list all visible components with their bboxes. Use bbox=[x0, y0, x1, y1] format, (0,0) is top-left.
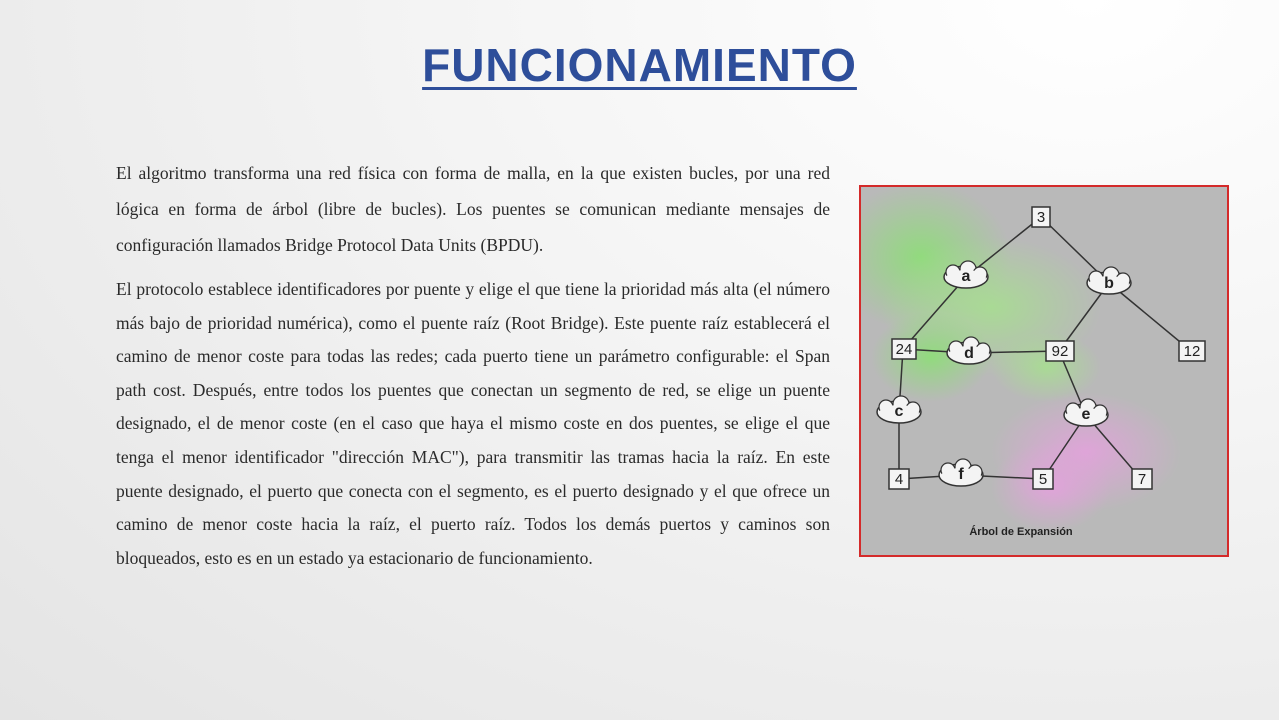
svg-text:d: d bbox=[964, 345, 974, 362]
bridge-12 bbox=[1179, 341, 1205, 361]
paragraph-1: El algoritmo transforma una red física con forma de malla, en la que existen bucles, por una red lógica en forma de árbol (libre de bucles). Los puentes se comunican mediante mensajes de configuración llamados Bridge Protocol Data Units (BPDU). bbox=[116, 163, 830, 255]
svg-text:f: f bbox=[958, 466, 964, 483]
svg-text:12: 12 bbox=[1183, 343, 1201, 360]
svg-text:e: e bbox=[1081, 406, 1091, 423]
body-text bbox=[116, 155, 830, 575]
diagram-svg bbox=[861, 187, 1227, 555]
bridge-92 bbox=[1046, 341, 1074, 361]
bridge-4 bbox=[889, 469, 909, 489]
svg-text:4: 4 bbox=[894, 471, 904, 488]
slide-title-text: FUNCIONAMIENTO bbox=[422, 39, 857, 91]
svg-text:a: a bbox=[961, 268, 971, 285]
spanning-tree-diagram bbox=[859, 185, 1229, 557]
svg-text:3: 3 bbox=[1036, 209, 1046, 226]
segment-b bbox=[1087, 267, 1131, 294]
paragraph-2: El protocolo establece identificadores por puente y elige el que tiene la prioridad más alta (el número más bajo de prioridad numérica), como el puente raíz (Root Bridge). Este puente raíz establecerá el camino de menor coste para todas las redes; cada puerto tiene un parámetro configurable: el Span path cost. Después, entre todos los puentes que conectan un segmento de red, se elige un puente designado, el de menor coste (en el caso que haya el mismo coste en dos puentes, se elige el que tenga el menor identificador "dirección MAC"), para transmitir las tramas hacia la raíz. En este puente designado, el puerto que conecta con el segmento, es el puerto designado y el que ofrece un camino de menor coste hacia la raíz, el puerto raíz. Todos los demás puertos y caminos son bloqueados, esto es en un estado ya estacionario de funcionamiento. bbox=[116, 279, 830, 568]
svg-text:92: 92 bbox=[1051, 343, 1069, 360]
svg-text:7: 7 bbox=[1137, 471, 1147, 488]
svg-text:5: 5 bbox=[1038, 471, 1048, 488]
svg-text:24: 24 bbox=[895, 341, 913, 358]
svg-text:c: c bbox=[894, 403, 904, 420]
bridge-3 bbox=[1032, 207, 1050, 227]
segment-f bbox=[939, 459, 983, 486]
slide-title bbox=[0, 38, 1279, 92]
bridge-5 bbox=[1033, 469, 1053, 489]
svg-text:b: b bbox=[1104, 275, 1114, 292]
bridge-7 bbox=[1132, 469, 1152, 489]
bridge-24 bbox=[892, 339, 916, 359]
diagram-caption: Árbol de Expansión bbox=[969, 526, 1073, 538]
